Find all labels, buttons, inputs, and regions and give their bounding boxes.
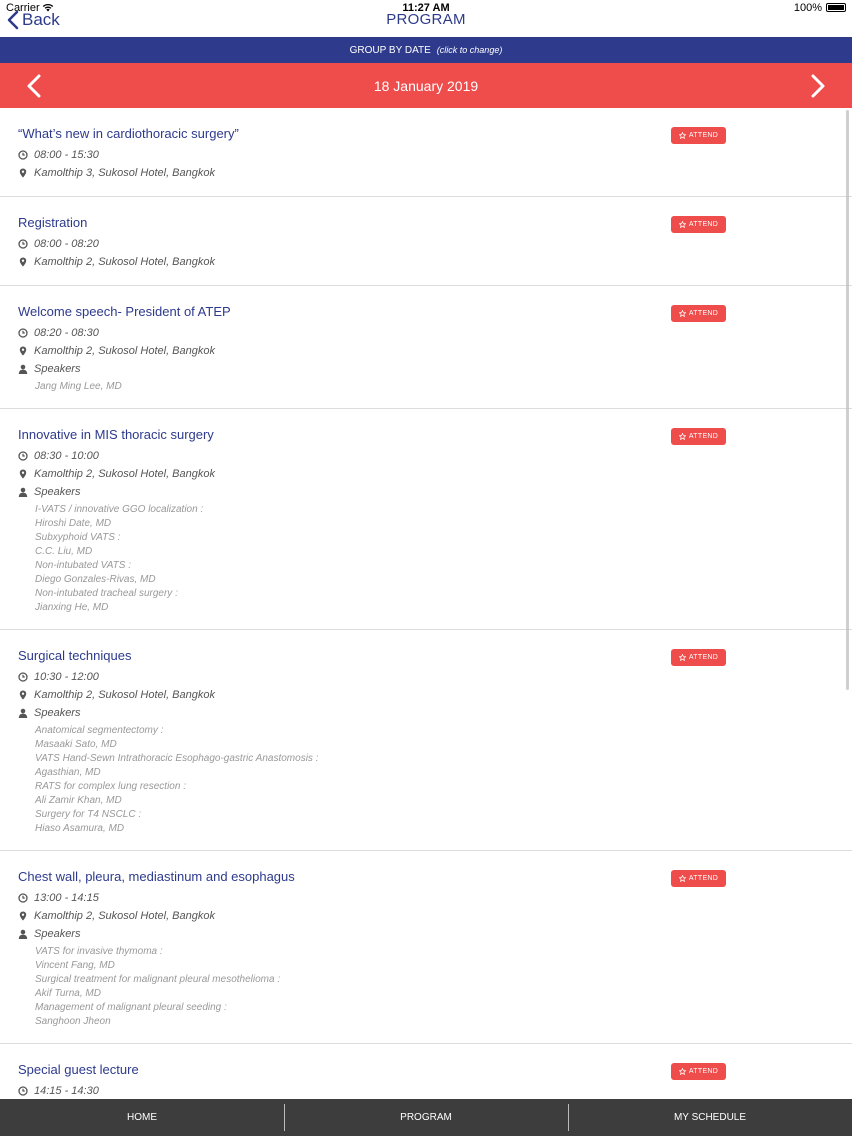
speaker-list [18, 501, 834, 615]
attend-button[interactable] [671, 870, 726, 887]
attend-button[interactable] [671, 305, 726, 322]
speaker-line: Anatomical segmentectomy : [35, 725, 164, 736]
session-time: 08:30 - 10:00 [34, 450, 99, 462]
clock-icon [18, 451, 28, 461]
attend-label: ATTEND [688, 221, 719, 228]
session-list[interactable] [0, 108, 852, 1099]
session-item[interactable] [0, 630, 852, 851]
attend-button[interactable] [671, 1063, 726, 1080]
tab-my-schedule[interactable]: MY SCHEDULE [568, 1099, 852, 1136]
speaker-line: Vincent Fang, MD [35, 960, 115, 971]
speaker-line: Jianxing He, MD [35, 602, 109, 613]
date-selector [0, 63, 852, 108]
star-outline-icon [679, 221, 686, 228]
session-title: Welcome speech- President of ATEP [18, 304, 231, 319]
session-location: Kamolthip 2, Sukosol Hotel, Bangkok [34, 256, 215, 268]
session-location: Kamolthip 2, Sukosol Hotel, Bangkok [34, 345, 215, 357]
session-title: Registration [18, 215, 88, 230]
location-pin-icon [18, 911, 28, 921]
session-time: 14:15 - 14:30 [34, 1085, 99, 1097]
speaker-line: Surgery for T4 NSCLC : [35, 809, 142, 820]
tab-home[interactable]: HOME [127, 1112, 157, 1123]
clock-icon [18, 328, 28, 338]
battery-percent: 100% [793, 2, 822, 14]
clock-icon [18, 1086, 28, 1096]
speakers-label: Speakers [34, 486, 81, 498]
speaker-line: I-VATS / innovative GGO localization : [35, 504, 204, 515]
attend-label: ATTEND [688, 433, 719, 440]
session-time: 10:30 - 12:00 [34, 671, 99, 683]
star-outline-icon [679, 875, 686, 882]
page-title: PROGRAM [386, 11, 466, 28]
session-time: 08:00 - 08:20 [34, 238, 99, 250]
speaker-line: Diego Gonzales-Rivas, MD [35, 574, 156, 585]
location-pin-icon [18, 469, 28, 479]
session-item[interactable] [0, 409, 852, 630]
star-outline-icon [679, 433, 686, 440]
speaker-line: Hiroshi Date, MD [35, 518, 112, 529]
speaker-line: Agasthian, MD [35, 767, 101, 778]
session-time: 08:00 - 15:30 [34, 149, 99, 161]
attend-label: ATTEND [688, 310, 719, 317]
speaker-line: C.C. Liu, MD [35, 546, 93, 557]
session-item[interactable] [0, 108, 852, 197]
speaker-line: Management of malignant pleural seeding : [35, 1002, 227, 1013]
attend-label: ATTEND [688, 1068, 719, 1075]
scrollbar[interactable] [846, 110, 849, 690]
attend-label: ATTEND [688, 132, 719, 139]
session-location: Kamolthip 2, Sukosol Hotel, Bangkok [34, 910, 215, 922]
speaker-line: Non-intubated tracheal surgery : [35, 588, 178, 599]
clock-icon [18, 672, 28, 682]
attend-label: ATTEND [688, 875, 719, 882]
tab-bar [0, 1099, 852, 1136]
group-by-toggle[interactable] [0, 37, 852, 63]
speaker-line: Akif Turna, MD [35, 988, 101, 999]
speaker-line: Subxyphoid VATS : [35, 532, 121, 543]
back-label: Back [22, 10, 60, 29]
user-icon [18, 487, 28, 497]
session-time: 13:00 - 14:15 [34, 892, 99, 904]
session-time: 08:20 - 08:30 [34, 327, 99, 339]
speaker-line: Jang Ming Lee, MD [35, 381, 122, 392]
attend-button[interactable] [671, 428, 726, 445]
speaker-line: Masaaki Sato, MD [35, 739, 117, 750]
tab-program[interactable]: PROGRAM [284, 1099, 568, 1136]
session-title: Chest wall, pleura, mediastinum and esophagus [18, 869, 295, 884]
star-outline-icon [679, 1068, 686, 1075]
clock-icon [18, 150, 28, 160]
speaker-line: Non-intubated VATS : [35, 560, 131, 571]
user-icon [18, 708, 28, 718]
group-hint: (click to change) [436, 45, 503, 55]
speaker-line: Sanghoon Jheon [35, 1016, 111, 1027]
session-title: Innovative in MIS thoracic surgery [18, 427, 214, 442]
current-date: 18 January 2019 [373, 78, 479, 94]
session-item[interactable] [0, 197, 852, 286]
speaker-line: VATS Hand-Sewn Intrathoracic Esophago-gastric Anastomosis : [35, 753, 319, 764]
location-pin-icon [18, 257, 28, 267]
session-location: Kamolthip 2, Sukosol Hotel, Bangkok [34, 689, 215, 701]
session-item[interactable] [0, 851, 852, 1044]
carrier-label: Carrier [6, 2, 40, 14]
speaker-line: VATS for invasive thymoma : [35, 946, 163, 957]
location-pin-icon [18, 690, 28, 700]
session-title: Surgical techniques [18, 648, 132, 663]
speakers-label: Speakers [34, 707, 81, 719]
next-date-button[interactable] [804, 73, 830, 99]
session-location: Kamolthip 3, Sukosol Hotel, Bangkok [34, 167, 215, 179]
speaker-line: RATS for complex lung resection : [35, 781, 186, 792]
navigation-bar [0, 8, 852, 36]
speakers-label: Speakers [34, 928, 81, 940]
speaker-line: Ali Zamir Khan, MD [35, 795, 122, 806]
star-outline-icon [679, 654, 686, 661]
group-label: GROUP BY DATE [349, 45, 431, 56]
clock-icon [18, 893, 28, 903]
speaker-list [18, 943, 834, 1029]
session-title: “What’s new in cardiothoracic surgery” [18, 126, 239, 141]
location-pin-icon [18, 168, 28, 178]
attend-label: ATTEND [688, 654, 719, 661]
speaker-line: Hiaso Asamura, MD [35, 823, 125, 834]
attend-button[interactable] [671, 127, 726, 144]
session-location: Kamolthip 2, Sukosol Hotel, Bangkok [34, 468, 215, 480]
speaker-line: Surgical treatment for malignant pleural mesothelioma : [35, 974, 281, 985]
session-item[interactable] [0, 1044, 852, 1099]
clock: 11:27 AM [402, 2, 450, 14]
clock-icon [18, 239, 28, 249]
star-outline-icon [679, 132, 686, 139]
attend-button[interactable] [671, 216, 726, 233]
session-item[interactable] [0, 286, 852, 409]
speaker-list [18, 722, 834, 836]
speaker-list [18, 378, 834, 394]
speakers-label: Speakers [34, 363, 81, 375]
attend-button[interactable] [671, 649, 726, 666]
user-icon [18, 364, 28, 374]
location-pin-icon [18, 346, 28, 356]
user-icon [18, 929, 28, 939]
session-title: Special guest lecture [18, 1062, 139, 1077]
star-outline-icon [679, 310, 686, 317]
